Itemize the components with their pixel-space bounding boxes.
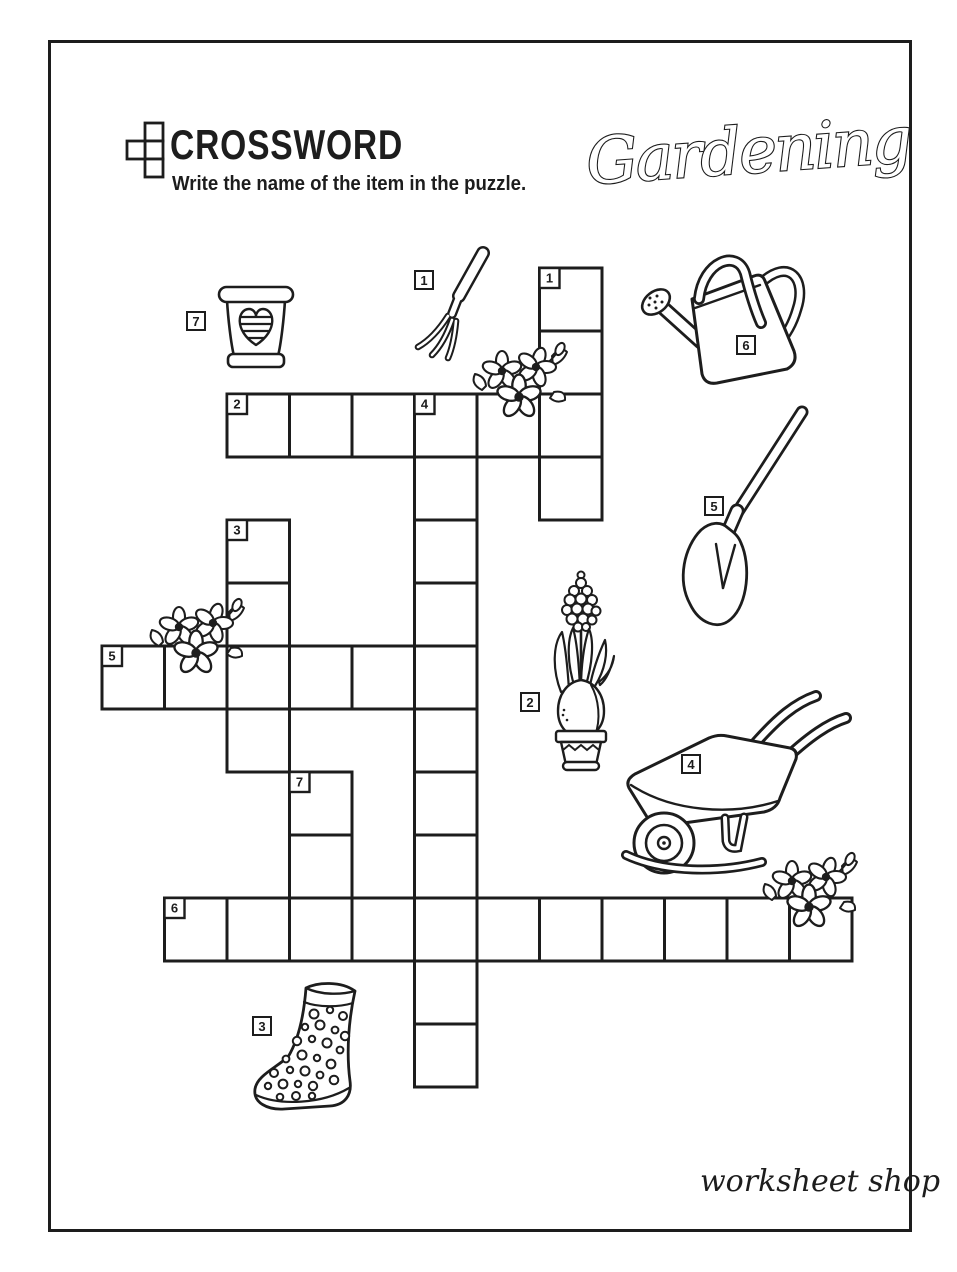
item-number-label-garden-fork: 1 <box>414 270 434 290</box>
crossword-grid-icon <box>125 121 165 179</box>
hyacinth-plant-illustration <box>548 568 614 772</box>
instructions: Write the name of the item in the puzzle. <box>172 173 527 195</box>
item-number-label-hyacinth-pot: 2 <box>520 692 540 712</box>
crossword-cell[interactable] <box>352 394 415 457</box>
grid-number: 4 <box>420 396 429 412</box>
watering-can-illustration <box>635 245 810 395</box>
crossword-cell[interactable] <box>415 772 478 835</box>
crossword-cell[interactable] <box>290 835 353 898</box>
crossword-cell[interactable] <box>415 457 478 520</box>
theme-title: Gardening <box>583 103 913 200</box>
grid-number: 5 <box>108 648 116 664</box>
crossword-cell[interactable] <box>665 898 728 961</box>
crossword-cell[interactable] <box>540 457 603 520</box>
crossword-cell[interactable] <box>477 898 540 961</box>
brand-signature: worksheet shop <box>700 1164 941 1199</box>
item-number-label-watering-can: 6 <box>736 335 756 355</box>
item-number-label-shovel: 5 <box>704 496 724 516</box>
grid-number: 3 <box>233 522 241 538</box>
grid-number: 2 <box>233 396 241 412</box>
grid-number: 7 <box>295 774 304 790</box>
page-title: CROSSWORD <box>170 121 404 168</box>
crossword-cell[interactable] <box>352 646 415 709</box>
item-number-label-flower-pot: 7 <box>186 311 206 331</box>
crossword-cell[interactable] <box>290 898 353 961</box>
crossword-cell[interactable] <box>290 646 353 709</box>
flower-pot-illustration <box>216 282 296 372</box>
crossword-cell[interactable] <box>227 898 290 961</box>
crossword-cell[interactable] <box>415 835 478 898</box>
crossword-cell[interactable] <box>415 646 478 709</box>
crossword-cell[interactable] <box>415 709 478 772</box>
crossword-cell[interactable] <box>602 898 665 961</box>
crossword-cell[interactable] <box>415 520 478 583</box>
crossword-cell[interactable] <box>415 583 478 646</box>
rain-boot-illustration <box>250 978 370 1118</box>
shovel-illustration <box>680 398 815 633</box>
item-number-label-wheelbarrow: 4 <box>681 754 701 774</box>
grid-number: 6 <box>170 900 179 916</box>
crossword-cell[interactable] <box>540 898 603 961</box>
grid-number: 1 <box>545 270 554 286</box>
flower-cluster-illustration <box>762 850 858 934</box>
flower-cluster-illustration <box>149 596 245 680</box>
crossword-cell[interactable] <box>415 961 478 1024</box>
crossword-cell[interactable] <box>227 709 290 772</box>
crossword-cell[interactable] <box>352 898 415 961</box>
theme-title-lettering <box>570 92 913 242</box>
item-number-label-rain-boot: 3 <box>252 1016 272 1036</box>
crossword-cell[interactable] <box>415 1024 478 1087</box>
crossword-cell[interactable] <box>290 394 353 457</box>
flower-cluster-illustration <box>472 340 568 424</box>
crossword-cell[interactable] <box>415 898 478 961</box>
